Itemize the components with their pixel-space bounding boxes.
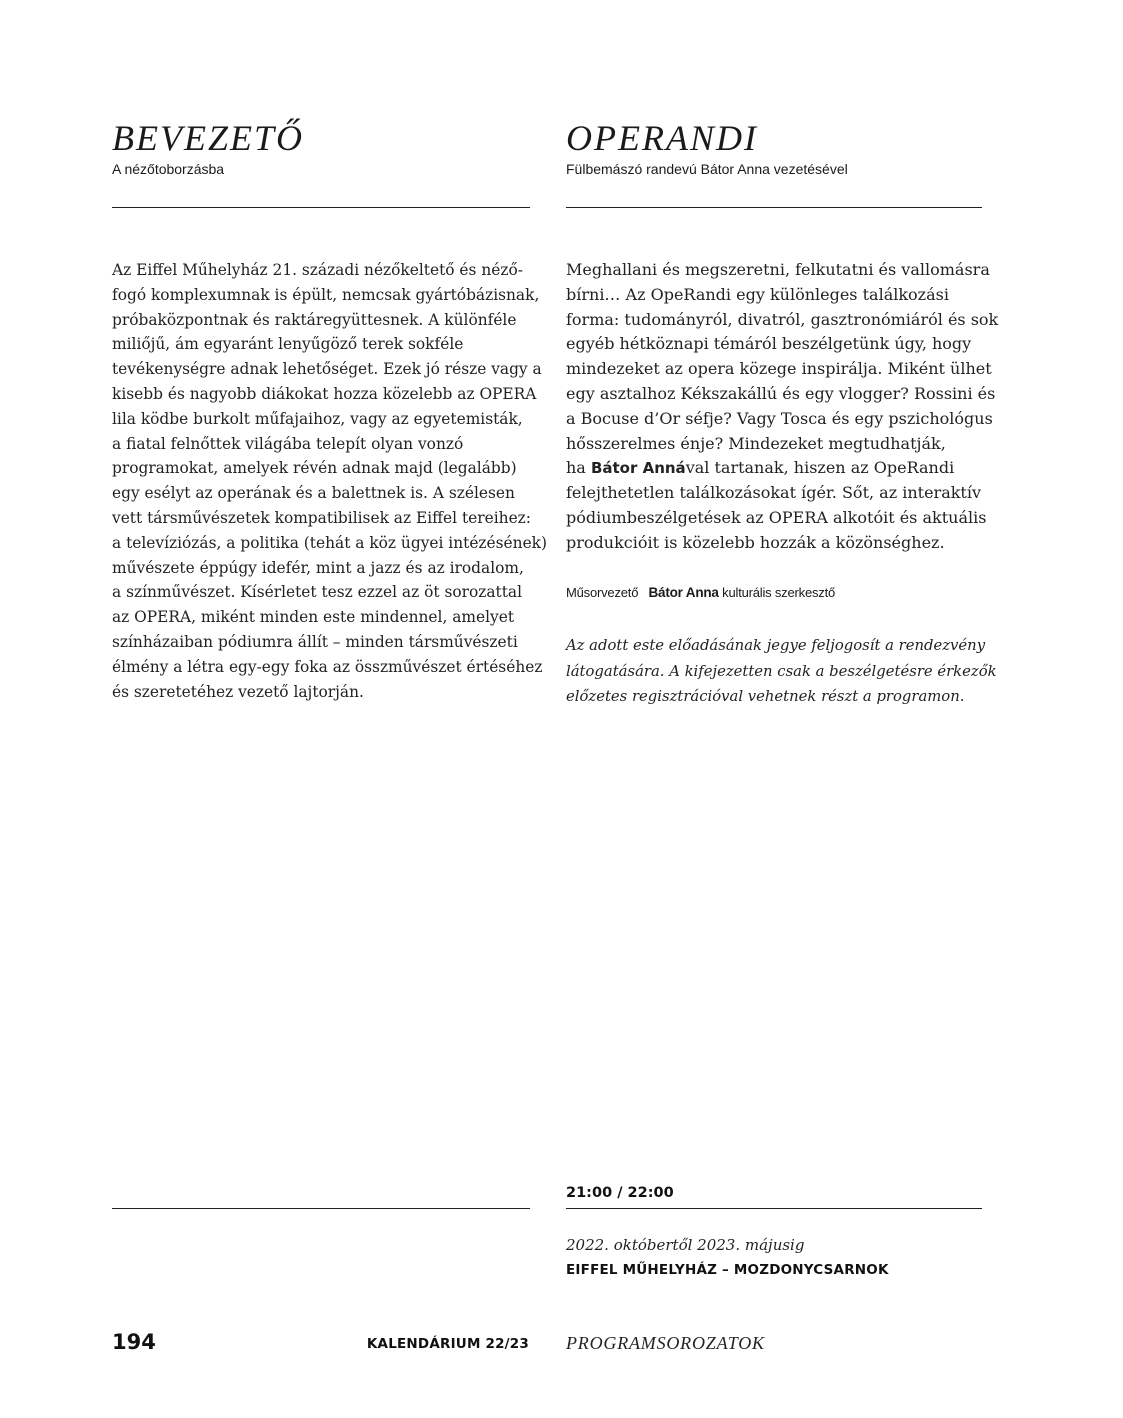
body-line: élmény a létra egy-egy foka az összművészet értéséhez <box>112 657 543 676</box>
body-line: tevékenységre adnak lehetőséget. Ezek jó része vagy a <box>112 360 542 379</box>
section-label: PROGRAMSOROZATOK <box>566 1333 765 1353</box>
section-subtitle: Fülbemászó randevú Bátor Anna vezetésével <box>566 161 848 177</box>
host-name: Bátor Anna <box>648 585 719 600</box>
host-role: Műsorvezető <box>566 585 639 600</box>
body-line: egy asztalhoz Kékszakállú és egy vlogger? Rossini és <box>566 383 996 403</box>
body-line: forma: tudományról, divatról, gasztronómiáról és sok <box>566 309 999 329</box>
host-credit <box>566 585 835 600</box>
body-text <box>566 258 998 556</box>
body-line: pódiumbeszélgetések az OPERA alkotóit és aktuális <box>566 507 987 527</box>
body-line: Az Eiffel Műhelyház 21. századi nézőkeltető és néző- <box>112 261 523 279</box>
body-line: a televíziózás, a politika (tehát a köz ügyei intézésének) <box>112 533 548 552</box>
registration-note <box>566 633 997 710</box>
body-fragment: ha <box>566 458 591 478</box>
body-line: színházaiban pódiumra állít – minden társművészeti <box>112 632 518 651</box>
venue: EIFFEL MŰHELYHÁZ – MOZDONYCSARNOK <box>566 1262 889 1278</box>
body-line: a Bocuse d’Or séfje? Vagy Tosca és egy pszichológus <box>566 408 993 428</box>
body-line: bírni… Az OpeRandi egy különleges találkozási <box>566 284 949 304</box>
page-number: 194 <box>112 1330 156 1354</box>
host-name-inline: Bátor Anná <box>590 459 686 478</box>
body-line: művészete éppúgy idefér, mint a jazz és az irodalom, <box>112 558 524 577</box>
divider-bottom <box>112 1208 530 1209</box>
body-line: felejthetetlen találkozásokat ígér. Sőt, az interaktív <box>566 483 982 503</box>
body-line: a színművészet. Kísérletet tesz ezzel az öt sorozattal <box>112 583 522 602</box>
body-line: programokat, amelyek révén adnak majd (legalább) <box>112 459 517 478</box>
note-line: látogatására. A kifejezetten csak a beszélgetésre érkezők <box>566 662 997 680</box>
body-line <box>566 456 998 481</box>
publication-name: KALENDÁRIUM 22/23 <box>366 1336 529 1352</box>
note-line: Az adott este előadásának jegye feljogosít a rendezvény <box>566 637 986 654</box>
body-line: mindezeket az opera közege inspirálja. Miként ülhet <box>566 359 992 379</box>
body-line: lila ködbe burkolt műfajaihoz, vagy az egyetemisták, <box>112 409 523 428</box>
body-line: vett társművészetek kompatibilisek az Eiffel tereihez: <box>112 508 531 527</box>
body-line: fogó komplexumnak is épült, nemcsak gyártóbázisnak, <box>112 285 540 304</box>
body-line: egyéb hétköznapi témáról beszélgetünk úgy, hogy <box>566 334 972 354</box>
body-line: és szeretetéhez vezető lajtorján. <box>112 682 364 701</box>
section-subtitle: A nézőtoborzásba <box>112 161 225 177</box>
body-line: produkcióit is közelebb hozzák a közönséghez. <box>566 532 945 552</box>
body-line: miliőjű, ám egyaránt lenyűgöző terek sokféle <box>112 335 464 354</box>
body-line: az OPERA, miként minden este mindennel, amelyet <box>112 608 515 627</box>
body-line: a fiatal felnőttek világába telepít olyan vonzó <box>112 434 464 453</box>
note-line: előzetes regisztrációval vehetnek részt a programon. <box>566 688 965 705</box>
showtimes: 21:00 / 22:00 <box>566 1185 674 1201</box>
divider-bottom <box>566 1208 982 1209</box>
divider-top <box>566 207 982 208</box>
body-line: Meghallani és megszeretni, felkutatni és vallomásra <box>566 260 990 279</box>
body-line: egy esélyt az operának és a balettnek is. A szélesen <box>112 484 515 503</box>
body-text <box>112 258 547 704</box>
section-title: BEVEZETŐ <box>112 118 304 158</box>
body-line: hősszerelmes énje? Mindezeket megtudhatják, <box>566 433 946 453</box>
body-line: kisebb és nagyobb diákokat hozza közelebb az OPERA <box>112 384 537 403</box>
body-line: próbaközpontnak és raktáregyüttesnek. A különféle <box>112 310 517 329</box>
body-fragment: val tartanak, hiszen az OpeRandi <box>685 458 955 478</box>
season-dates: 2022. októbertől 2023. májusig <box>566 1236 805 1254</box>
section-title: OPERANDI <box>566 118 758 158</box>
host-title: kulturális szerkesztő <box>722 585 836 600</box>
divider-top <box>112 207 530 208</box>
